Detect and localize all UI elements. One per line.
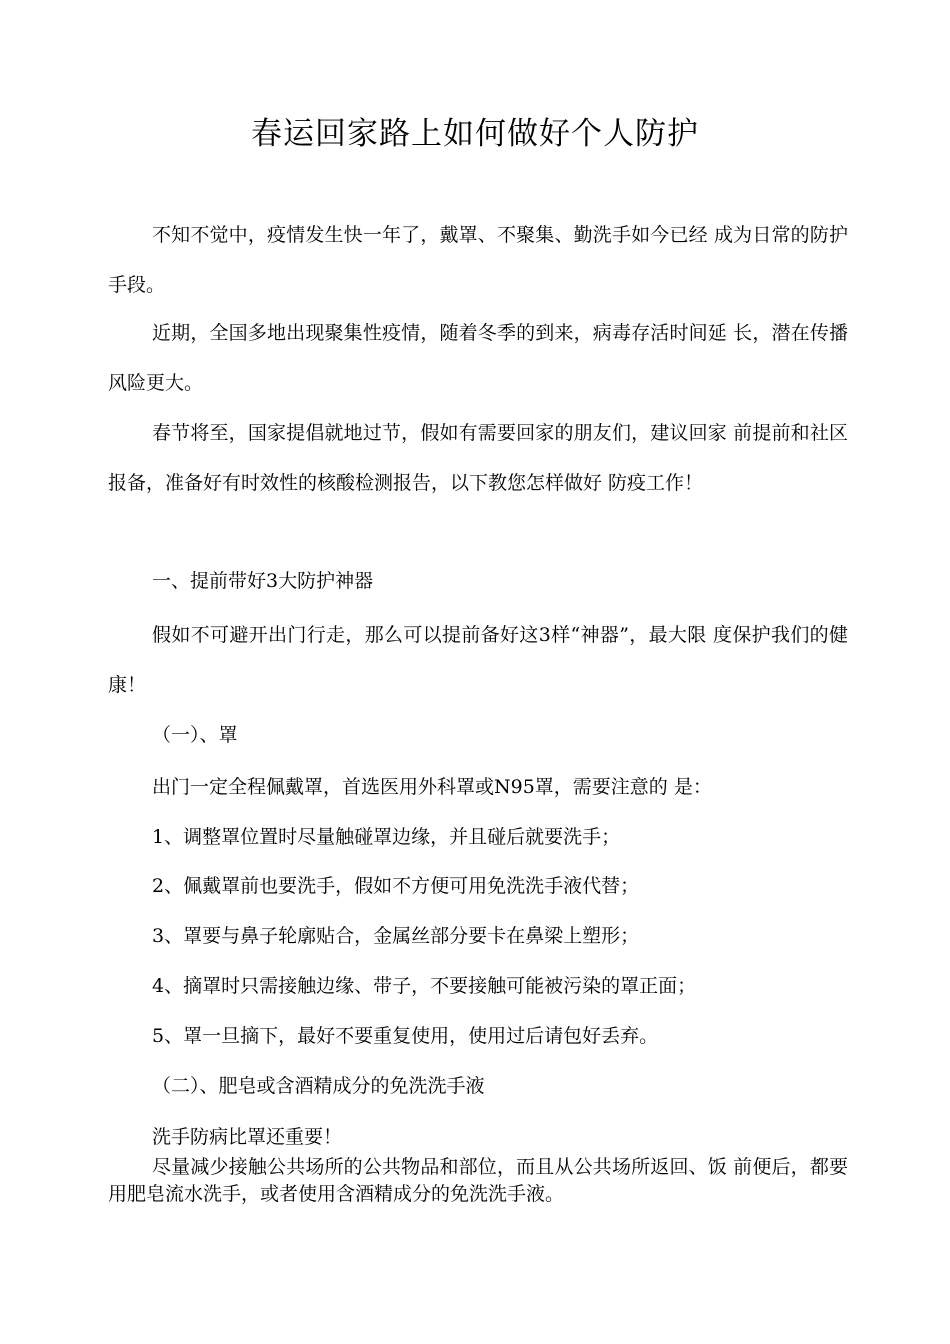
paragraph-handwashing: 洗手防病比罩还重要！: [152, 1126, 343, 1148]
paragraph-spring-festival: 春节将至，国家提倡就地过节，假如有需要回家的朋友们，建议回家 前提前和社区报备，准备好有时效性的核酸检测报告，以下教您怎样做好 防疫工作！: [108, 422, 848, 494]
subheading-hand-sanitizer: （二）、肥皂或含酒精成分的免洗洗手液: [152, 1075, 485, 1097]
section-heading-protection-tools: 一、提前带好3大防护神器: [152, 570, 374, 592]
paragraph-three-tools: 假如不可避开出门行走，那么可以提前备好这3样“神器”，最大限 度保护我们的健康！: [108, 624, 848, 696]
paragraph-reduce-contact: 尽量减少接触公共场所的公共物品和部位，而且从公共场所返回、饭 前便后，都要用肥皂流水洗手，或者使用含酒精成分的免洗洗手液。: [108, 1156, 848, 1205]
list-item-3: 3、罩要与鼻子轮廓贴合，金属丝部分要卡在鼻梁上塑形；: [152, 925, 640, 947]
list-item-2: 2、佩戴罩前也要洗手，假如不方便可用免洗洗手液代替；: [152, 875, 640, 897]
list-item-4: 4、摘罩时只需接触边缘、带子，不要接触可能被污染的罩正面；: [152, 975, 697, 997]
paragraph-mask-intro: 出门一定全程佩戴罩，首选医用外科罩或N95罩，需要注意的 是：: [152, 776, 712, 798]
document-title: 春运回家路上如何做好个人防护: [251, 116, 699, 152]
list-item-5: 5、罩一旦摘下，最好不要重复使用，使用过后请包好丢弃。: [152, 1025, 659, 1047]
paragraph-recent-outbreaks: 近期，全国多地出现聚集性疫情，随着冬季的到来，病毒存活时间延 长，潜在传播风险更大。: [108, 322, 848, 394]
list-item-1: 1、调整罩位置时尽量触碰罩边缘，并且碰后就要洗手；: [152, 826, 621, 848]
paragraph-intro: 不知不觉中，疫情发生快一年了，戴罩、不聚集、勤洗手如今已经 成为日常的防护手段。: [108, 224, 848, 296]
subheading-mask: （一）、罩: [152, 724, 238, 746]
